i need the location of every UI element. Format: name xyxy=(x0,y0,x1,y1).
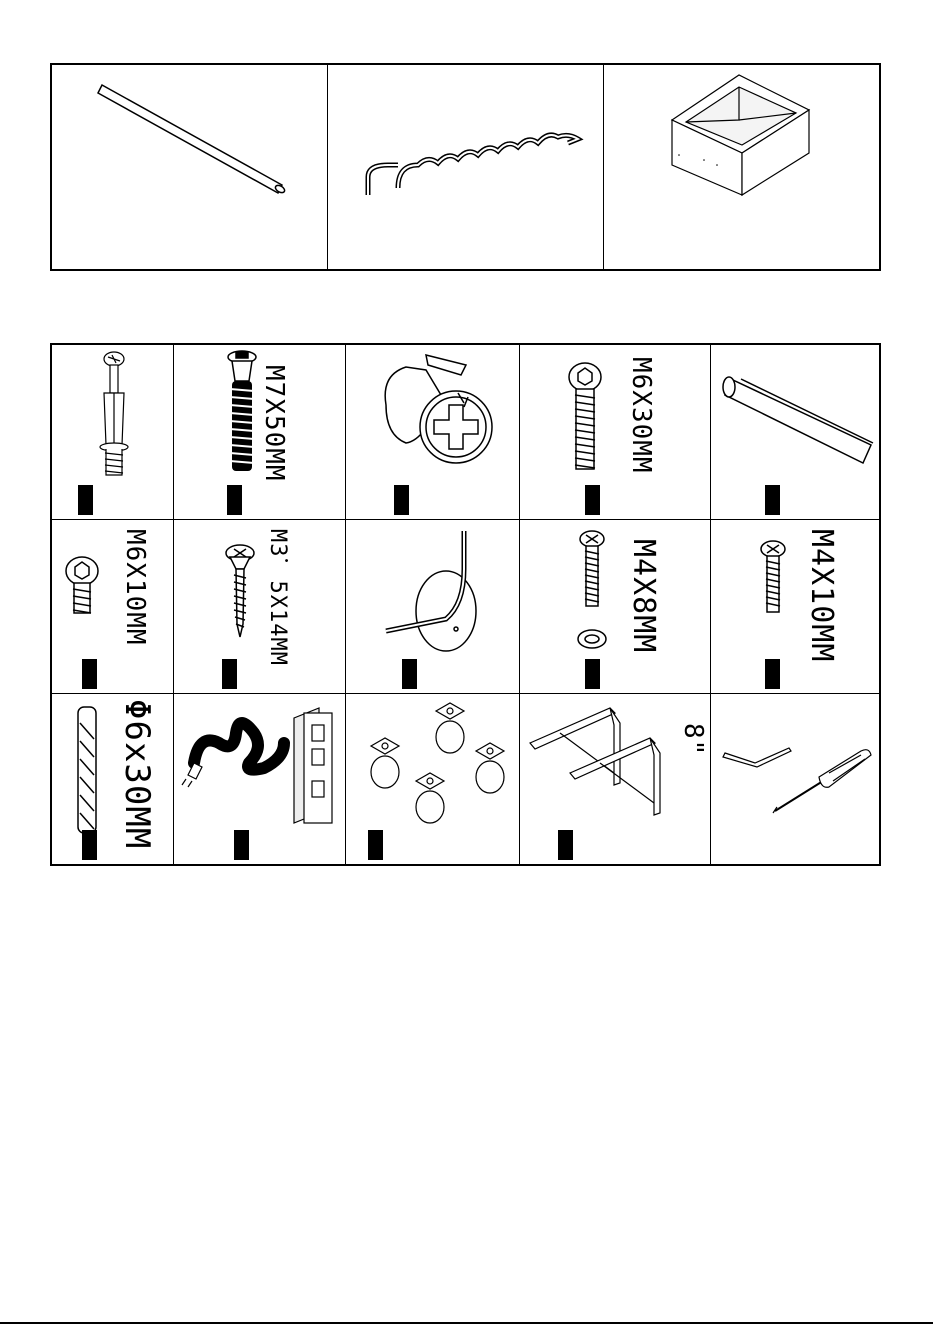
part-marker xyxy=(402,659,417,689)
part-handle-bar-cell xyxy=(711,345,879,519)
cam-lock-icon xyxy=(346,345,518,515)
part-dowel-cell xyxy=(52,693,174,864)
cam-bolt-icon xyxy=(52,345,172,515)
spec-label-m4x10: M4X10MM xyxy=(804,529,839,663)
spec-label-m7x50: M7X50MM xyxy=(259,365,289,482)
part-brackets-cell xyxy=(520,693,711,864)
part-marker xyxy=(82,659,97,689)
part-marker xyxy=(585,659,600,689)
spec-label-m6x10: M6X10MM xyxy=(120,529,150,646)
part-hook-cell xyxy=(346,519,520,693)
parts-row-2 xyxy=(52,519,879,694)
part-marker xyxy=(765,485,780,515)
large-parts-grid xyxy=(50,63,881,271)
hex-socket-bolt-icon xyxy=(520,345,710,515)
part-cam-lock-cell xyxy=(346,345,520,519)
power-strip-icon xyxy=(174,693,344,863)
wood-screw-icon xyxy=(174,519,344,689)
parts-row-3 xyxy=(52,693,879,864)
spec-label-m4x8: M4X8MM xyxy=(626,539,661,654)
part-m6x10-bolt-cell xyxy=(52,519,174,693)
part-m4x8-bolt-cell xyxy=(520,519,711,693)
part-cam-bolt-cell xyxy=(52,345,174,519)
rod-icon xyxy=(52,65,327,270)
part-marker xyxy=(394,485,409,515)
handle-bar-icon xyxy=(711,345,881,515)
spec-label-m35x14: M3．5X14MM xyxy=(265,529,290,666)
part-wavy-hanger-cell xyxy=(328,65,604,269)
drawer-box-icon xyxy=(604,65,880,270)
wavy-hanger-icon xyxy=(328,65,604,270)
wall-hook-icon xyxy=(346,519,518,689)
part-m35x14-screw-cell xyxy=(174,519,346,693)
part-m7x50-screw-cell xyxy=(174,345,346,519)
spec-label-dowel: Φ6x30MM xyxy=(117,699,157,850)
folding-brackets-icon xyxy=(520,693,710,863)
parts-row-1 xyxy=(52,345,879,520)
part-m4x10-bolt-cell xyxy=(711,519,879,693)
part-casters-cell xyxy=(346,693,520,864)
part-marker xyxy=(82,830,97,860)
part-rod-cell xyxy=(52,65,328,269)
part-drawer-box-cell xyxy=(604,65,879,269)
part-tools-cell xyxy=(711,693,879,864)
part-marker xyxy=(368,830,383,860)
part-marker xyxy=(222,659,237,689)
short-hex-bolt-icon xyxy=(52,519,172,689)
part-marker xyxy=(558,830,573,860)
machine-screw-icon xyxy=(711,519,881,689)
hardware-parts-grid xyxy=(50,343,881,866)
machine-screw-washer-icon xyxy=(520,519,710,689)
part-marker xyxy=(78,485,93,515)
part-marker xyxy=(234,830,249,860)
allen-key-screwdriver-icon xyxy=(711,693,881,863)
spec-label-m6x30: M6X30MM xyxy=(626,357,656,474)
part-marker xyxy=(585,485,600,515)
part-m6x30-bolt-cell xyxy=(520,345,711,519)
part-power-outlet-cell xyxy=(174,693,346,864)
spec-label-8-inch: 8" xyxy=(678,723,708,757)
part-marker xyxy=(227,485,242,515)
part-marker xyxy=(765,659,780,689)
